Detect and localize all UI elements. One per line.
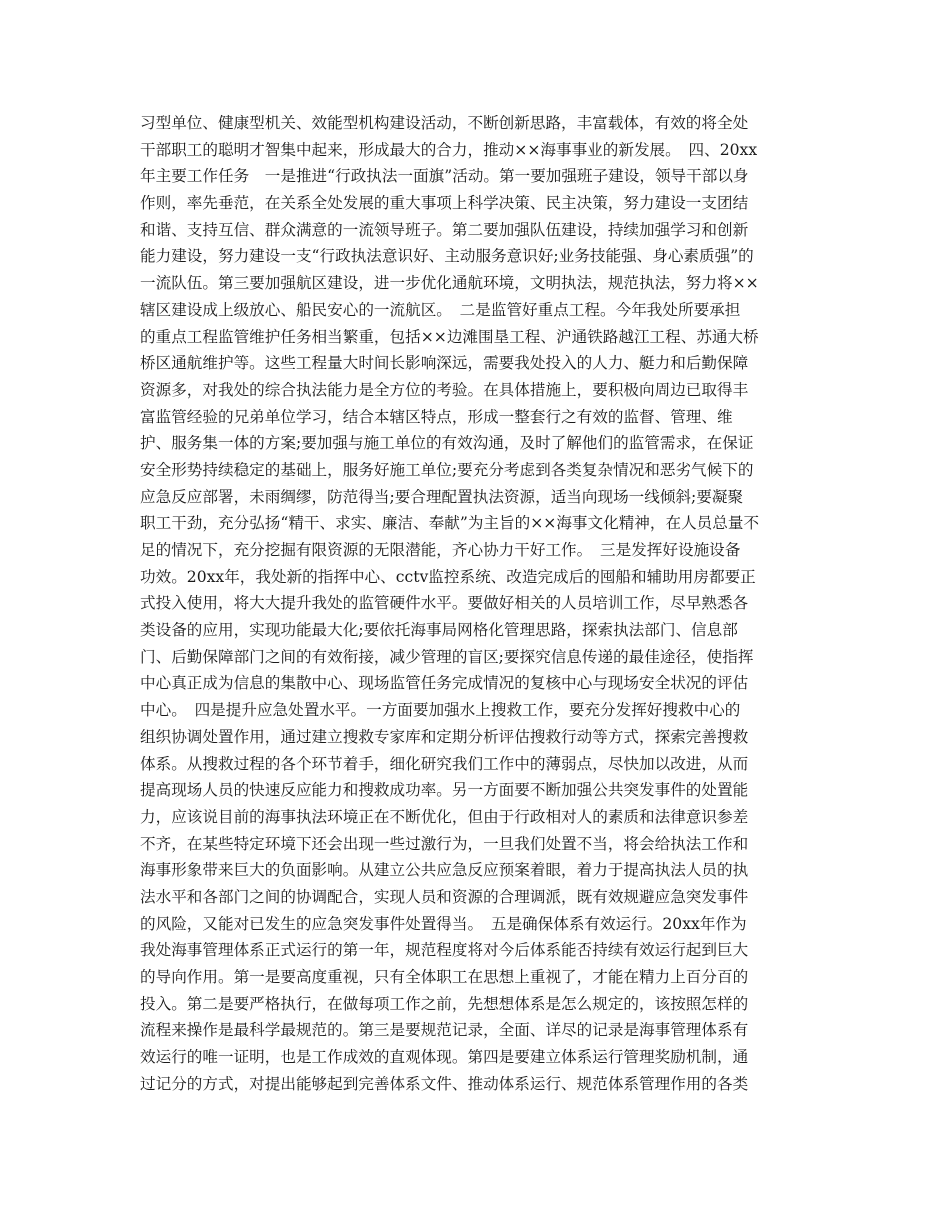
text-line: 体系。从搜救过程的各个环节着手，细化研究我们工作中的薄弱点，尽快加以改进，从而 (140, 754, 749, 773)
text-line: 护、服务集一体的方案;要加强与施工单位的有效沟通，及时了解他们的监管需求，在保证 (140, 434, 754, 453)
text-line: 和谐、支持互信、群众满意的一流领导班子。第二要加强队伍建设，持续加强学习和创新 (140, 220, 749, 239)
body-paragraph (140, 110, 812, 1097)
text-line: 海事形象带来巨大的负面影响。从建立公共应急反应预案着眼，着力于提高执法人员的执 (140, 861, 749, 880)
text-line: 年主要工作任务 一是推进“行政执法一面旗”活动。第一要加强班子建设，领导干部以身 (140, 167, 749, 186)
text-line: 资源多，对我处的综合执法能力是全方位的考验。在具体措施上，要积极向周边已取得丰 (140, 380, 749, 399)
text-line: 门、后勤保障部门之间的有效衔接，减少管理的盲区;要探究信息传递的最佳途径，使指挥 (140, 647, 754, 666)
text-line: 富监管经验的兄弟单位学习，结合本辖区特点，形成一整套行之有效的监督、管理、维 (140, 407, 733, 426)
text-line: 桥区通航维护等。这些工程量大时间长影响深远，需要我处投入的人力、艇力和后勤保障 (140, 354, 749, 373)
text-line: 作则，率先垂范，在关系全处发展的重大事项上科学决策、民主决策，努力建设一支团结 (140, 194, 749, 213)
text-line: 不齐，在某些特定环境下还会出现一些过激行为，一旦我们处置不当，将会给执法工作和 (140, 834, 749, 853)
text-line: 组织协调处置作用，通过建立搜救专家库和定期分析评估搜救行动等方式，探索完善搜救 (140, 727, 749, 746)
text-line: 足的情况下，充分挖掘有限资源的无限潜能，齐心协力干好工作。 三是发挥好设施设备 (140, 541, 741, 559)
text-line: 投入。第二是要严格执行，在做每项工作之前，先想想体系是怎么规定的，该按照怎样的 (140, 994, 749, 1013)
text-line: 习型单位、健康型机关、效能型机构建设活动，不断创新思路，丰富载体，有效的将全处 (140, 114, 749, 132)
text-line: 中心。 四是提升应急处置水平。一方面要加强水上搜救工作，要充分发挥好搜救中心的 (140, 701, 741, 720)
text-line: 应急反应部署，未雨绸缪，防范得当;要合理配置执法资源，适当向现场一线倾斜;要凝聚 (140, 487, 744, 506)
text-line: 安全形势持续稳定的基础上，服务好施工单位;要充分考虑到各类复杂情况和恶劣气候下的 (140, 460, 754, 479)
text-line: 功效。20xx年，我处新的指挥中心、cctv监控系统、改造完成后的囤船和辅助用房都要正 (140, 567, 756, 586)
text-line: 一流队伍。第三要加强航区建设，进一步优化通航环境，文明执法，规范执法，努力将×× (140, 274, 759, 293)
text-line: 能力建设，努力建设一支“行政执法意识好、主动服务意识好;业务技能强、身心素质强”的 (140, 247, 754, 266)
text-line: 辖区建设成上级放心、船民安心的一流航区。 二是监管好重点工程。今年我处所要承担 (140, 300, 741, 319)
text-line: 的导向作用。第一是要高度重视，只有全体职工在思想上重视了，才能在精力上百分百的 (140, 968, 749, 986)
text-line: 的重点工程监管维护任务相当繁重，包括××边滩围垦工程、沪通铁路越江工程、苏通大桥 (140, 327, 759, 346)
text-line: 力，应该说目前的海事执法环境正在不断优化，但由于行政相对人的素质和法律意识参差 (140, 807, 749, 826)
text-line: 式投入使用，将大大提升我处的监管硬件水平。要做好相关的人员培训工作，尽早熟悉各 (140, 594, 749, 613)
text-line: 效运行的唯一证明，也是工作成效的直观体现。第四是要建立体系运行管理奖励机制，通 (140, 1048, 749, 1067)
text-line: 职工干劲，充分弘扬“精干、求实、廉洁、奉献”为主旨的××海事文化精神，在人员总量不 (140, 514, 760, 533)
text-line: 的风险，又能对已发生的应急突发事件处置得当。 五是确保体系有效运行。20xx年作为 (140, 914, 747, 933)
text-line: 类设备的应用，实现功能最大化;要依托海事局网格化管理思路，探索执法部门、信息部 (140, 621, 738, 640)
text-line: 我处海事管理体系正式运行的第一年，规范程度将对今后体系能否持续有效运行起到巨大 (140, 941, 749, 960)
text-line: 干部职工的聪明才智集中起来，形成最大的合力，推动××海事事业的新发展。 四、20xx (140, 140, 758, 159)
text-line: 中心真正成为信息的集散中心、现场监管任务完成情况的复核中心与现场安全状况的评估 (140, 674, 749, 693)
text-line: 过记分的方式，对提出能够起到完善体系文件、推动体系运行、规范体系管理作用的各类 (140, 1074, 749, 1093)
text-line: 法水平和各部门之间的协调配合，实现人员和资源的合理调派，既有效规避应急突发事件 (140, 887, 749, 906)
text-line: 提高现场人员的快速反应能力和搜救成功率。另一方面要不断加强公共突发事件的处置能 (140, 781, 749, 800)
text-line: 流程来操作是最科学最规范的。第三是要规范记录，全面、详尽的记录是海事管理体系有 (140, 1021, 749, 1040)
